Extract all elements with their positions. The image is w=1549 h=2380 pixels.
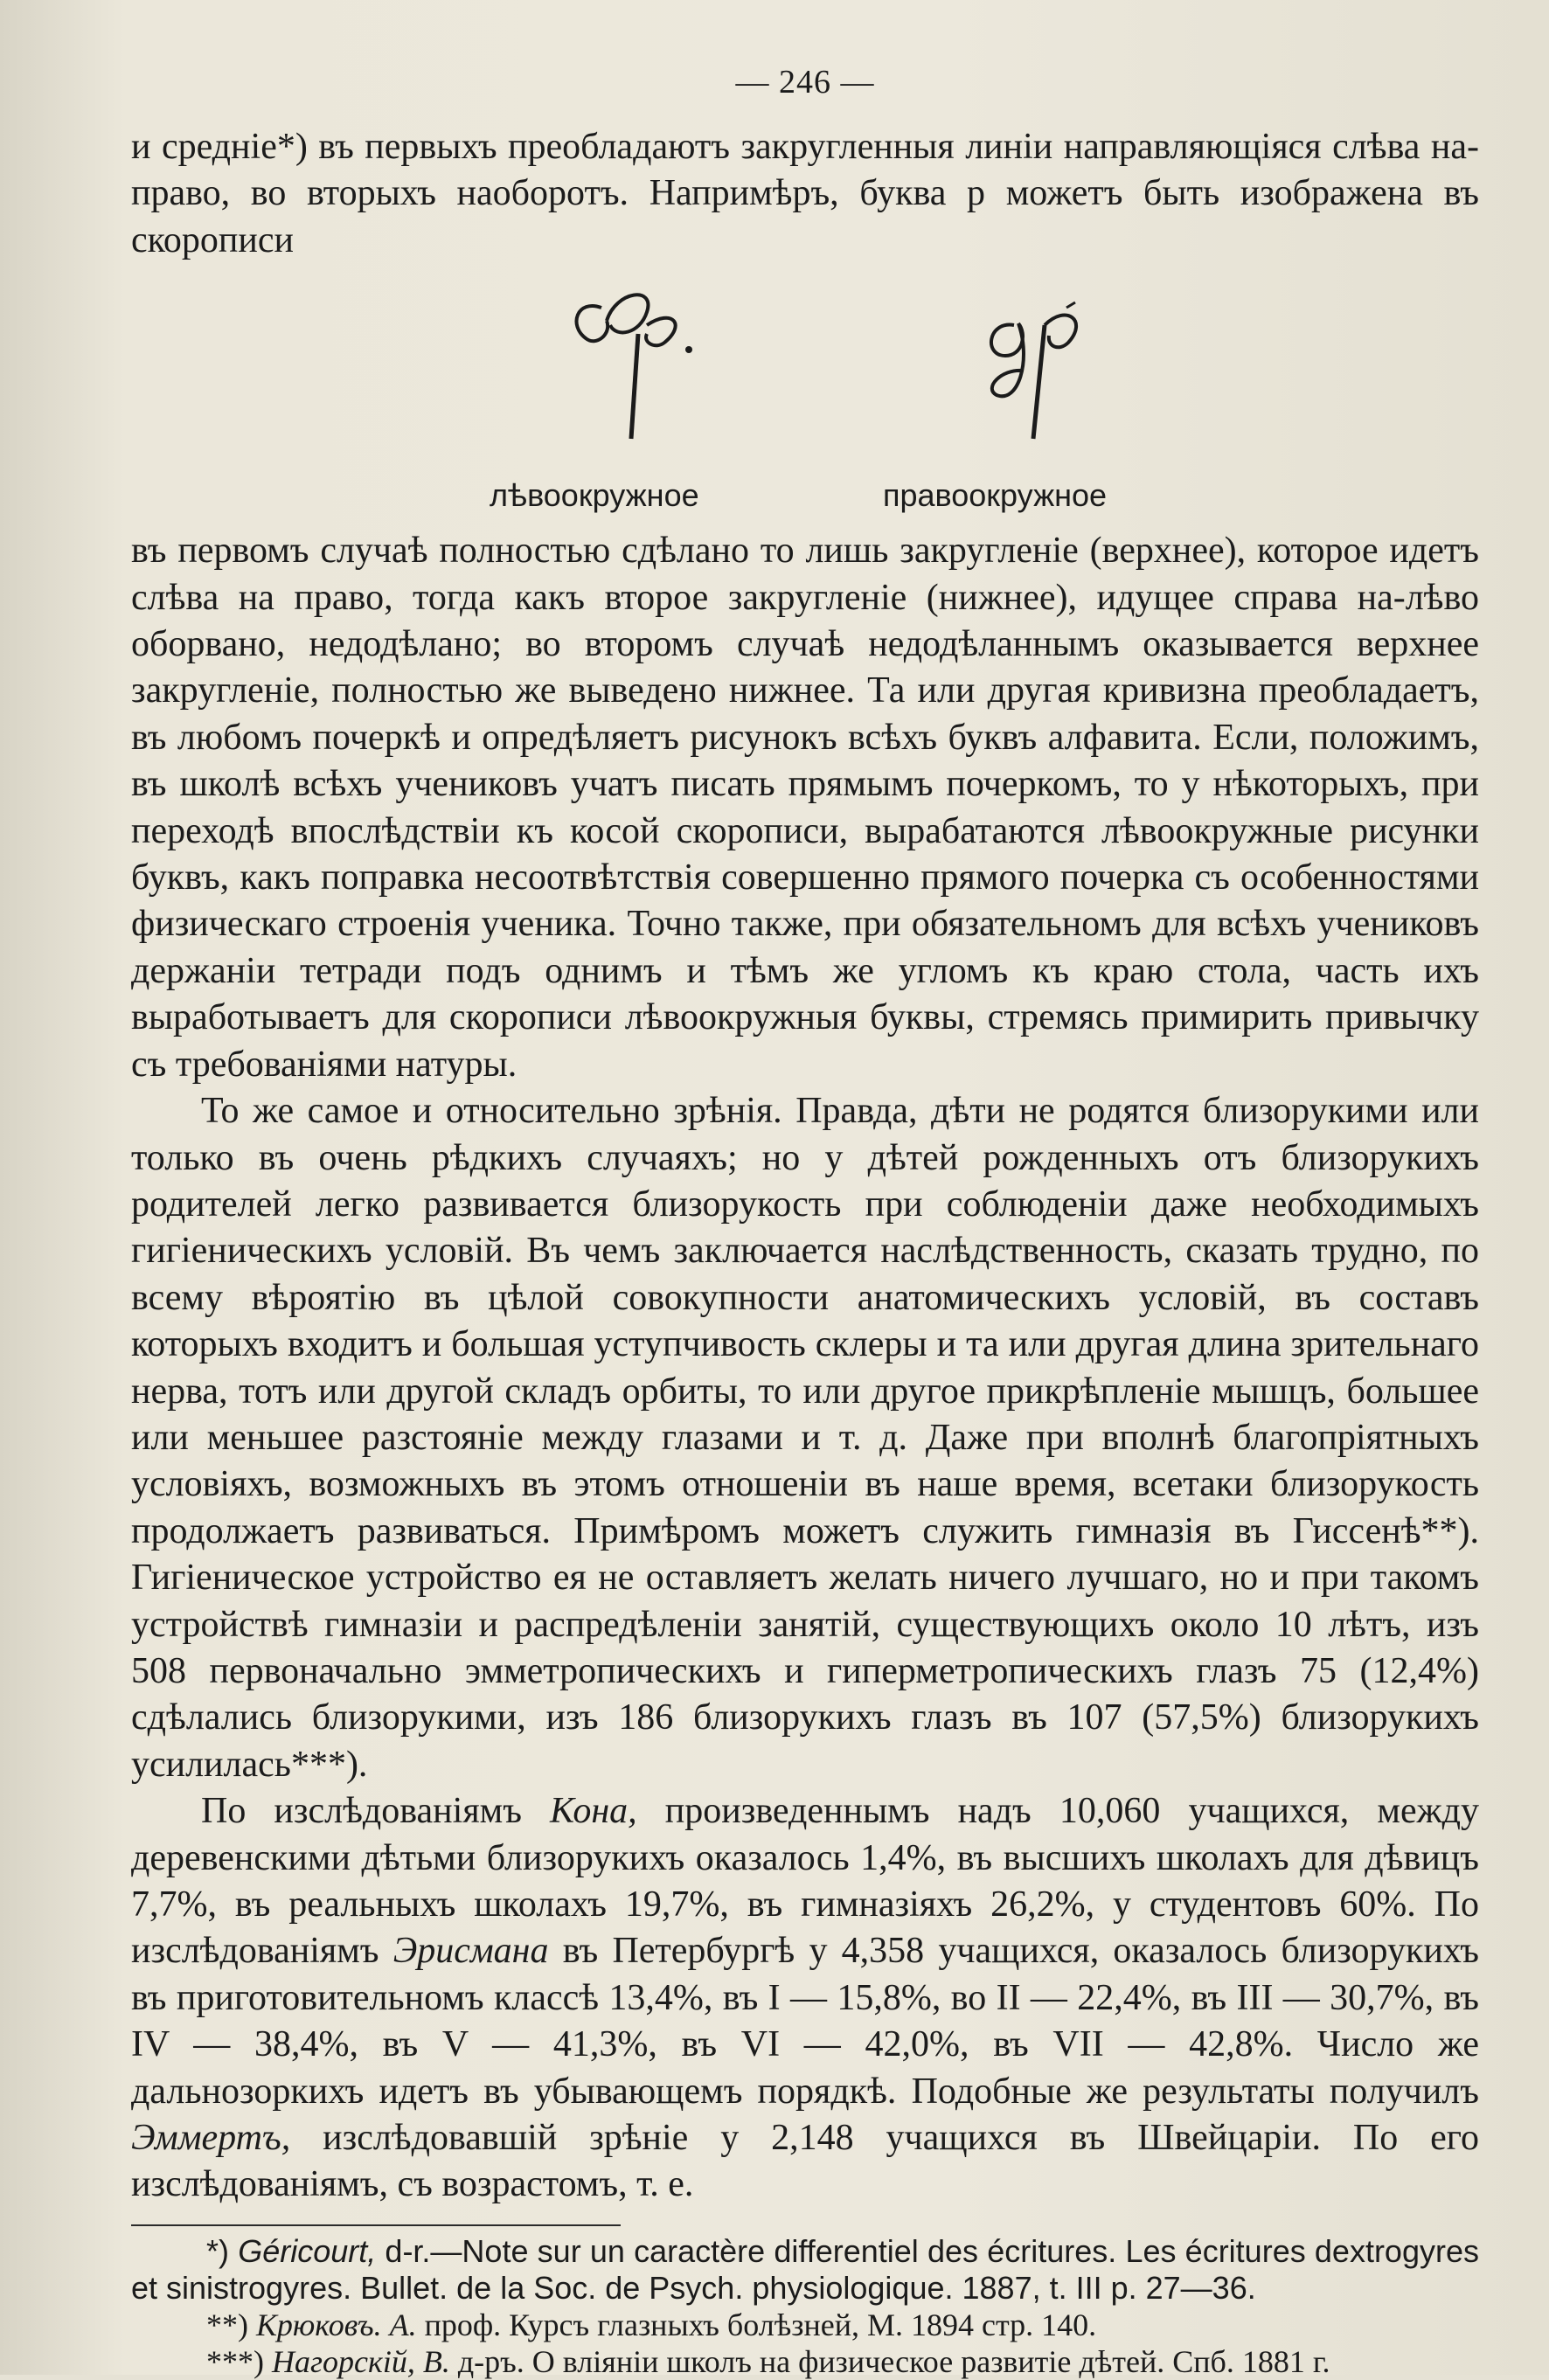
paragraph-3: То же самое и относительно зрѣнія. Правда, дѣти не родятся близорукими или только въ очень рѣдкихъ случаяхъ; но у дѣтей рожденныхъ отъ близорукихъ родителей легко развивается близорукость при соблюденіи даже необходимыхъ гигіеническихъ условій. Въ чемъ заключается наслѣдственность, сказать трудно, по всему вѣроятію въ цѣлой совокупности анатомическихъ условій, въ составъ которыхъ входитъ и большая уступчивость склеры и та или другая длина зрительнаго нерва, тотъ или другой складъ орбиты, то или другое прикрѣпленіе мышцъ, большее или меньшее разстояніе между глазами и т. д. Даже при вполнѣ благопріятныхъ условіяхъ, возможныхъ въ этомъ отношеніи въ наше время, всетаки близорукость продолжаетъ развиваться. Примѣромъ можетъ служить гимназія въ Гиссенѣ**). Гигіеническое устройство ея не оставляетъ желать ничего лучшаго, но и при такомъ устройствѣ гимназіи и распредѣленіи занятій, существующихъ около 10 лѣтъ, изъ 508 первоначально эмметропическихъ и гиперметропическихъ глазъ 75 (12,4%) сдѣлались близорукими, изъ 186 близорукихъ глазъ въ 107 (57,5%) близорукихъ усилилась***). — [131, 1091, 1479, 1785]
footnote-2 — [131, 2307, 1479, 2343]
footnote-divider — [131, 2224, 621, 2226]
page-number: — 246 — — [735, 64, 875, 101]
author-erisman: Эрисмана — [392, 1931, 549, 1972]
paragraph-4-part-b: произведеннымъ надъ 10,060 учащихся, между деревенскими дѣтьми близорукихъ оказалось 1,4%, въ высшихъ школахъ для дѣвицъ 7,7%, въ реальныхъ школахъ 19,7%, въ гимназіяхъ 26,2%, у студентовъ 60%. По изслѣдованіямъ — [131, 1791, 1479, 1972]
paragraph-1: и средніе*) въ первыхъ преобладаютъ закругленныя линіи направляющіяся слѣва на-право, во вторыхъ наоборотъ. Напримѣръ, буква р можетъ быть изображена въ скорописи — [131, 127, 1479, 260]
footnote-3-text: д-ръ. О вліяніи школъ на физическое развитіе дѣтей. Спб. 1881 г. — [449, 2343, 1330, 2379]
footnote-2-author: Крюковъ. А. — [256, 2307, 417, 2342]
footnote-3-mark: ***) — [206, 2343, 272, 2379]
footnote-3-author: Нагорскій, В. — [272, 2343, 450, 2379]
paragraph-4 — [131, 1788, 1479, 2209]
paragraph-4-part-a: По изслѣдованіямъ — [201, 1791, 551, 1832]
footnote-2-text: проф. Курсъ глазныхъ болѣзней, М. 1894 стр. 140. — [416, 2307, 1097, 2342]
right-looped-letter-glyph — [935, 273, 1128, 448]
footnote-1-text: d-r.—Note sur un caractère differentiel des écritures. Les écritures dextrogyres et sinistrogyres. Bullet. de la Soc. de Psych. physiologique. 1887, t. III p. 27—36. — [131, 2232, 1479, 2306]
handwriting-figure — [131, 269, 1479, 528]
author-emmert: Эммертъ, — [131, 2118, 291, 2159]
left-looped-letter-glyph — [533, 273, 726, 448]
author-cona: Кона, — [550, 1791, 637, 1832]
paragraph-2: въ первомъ случаѣ полностью сдѣлано то лишь закругленіе (верхнее), которое идетъ слѣва на право, тогда какъ второе закругленіе (нижнее), идущее справа на-лѣво оборвано, недодѣлано; во второмъ случаѣ недодѣланнымъ оказывается верхнее закругленіе, полностью же выведено нижнее. Та или другая кривизна преобладаетъ, въ любомъ почеркѣ и опредѣляетъ рисунокъ всѣхъ буквъ алфавита. Если, положимъ, въ школѣ всѣхъ учениковъ учатъ писать прямымъ почеркомъ, то у нѣкоторыхъ, при переходѣ впослѣдствіи къ косой скорописи, вырабатаются лѣвоокружные рисунки буквъ, какъ поправка несоотвѣтствія совершенно прямого почерка съ особенностями физическаго строенія ученика. Точно также, при обязательномъ для всѣхъ учениковъ держаніи тетради подъ однимъ и тѣмъ же угломъ къ краю стола, часть ихъ выработываетъ для скорописи лѣвоокружныя буквы, стремясь примирить привычку съ требованіями натуры. — [131, 531, 1479, 1085]
paragraph-4-part-d: изслѣдовавшій зрѣніе у 2,148 учащихся въ Швейцаріи. По его изслѣдованіямъ, съ возрастомъ, т. е. — [131, 2118, 1479, 2205]
footnote-1-author: Géricourt, — [238, 2232, 377, 2269]
paragraph-4-part-c: въ Петербургѣ у 4,358 учащихся, оказалось близорукихъ въ приготовительномъ классѣ 13,4%, въ I — 15,8%, во II — 22,4%, въ III — 30,7%, въ IV — 38,4%, въ V — 41,3%, въ VI — 42,0%, въ VII — 42,8%. Число же дальнозоркихъ идетъ въ убывающемъ порядкѣ. Подобные же результаты получилъ — [131, 1931, 1479, 2112]
caption-left-looped: лѣвоокружное — [490, 477, 699, 514]
caption-right-looped: правоокружное — [883, 477, 1108, 514]
footnote-1 — [131, 2233, 1479, 2307]
footnote-2-mark: **) — [206, 2307, 256, 2342]
footnote-1-mark: *) — [206, 2232, 239, 2269]
